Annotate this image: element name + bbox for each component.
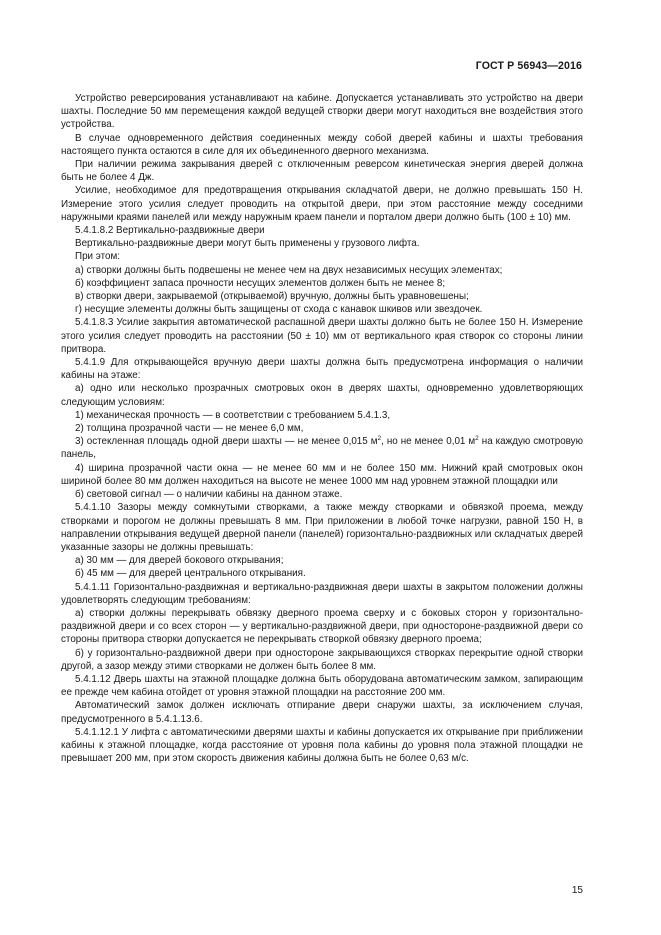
- paragraph: 5.4.1.9 Для открывающейся вручную двери шахты должна быть предусмотрена информация о наличии кабины на этаже:: [61, 357, 583, 382]
- paragraph: В случае одновременного действия соединенных между собой дверей кабины и шахты требования настоящего пункта остаются в силе для их объединенного дверного механизма.: [61, 132, 583, 157]
- list-item: б) 45 мм — для дверей центрального открывания.: [75, 568, 306, 580]
- list-item: [61, 435, 583, 461]
- list-item: г) несущие элементы должны быть защищены от схода с канавок шкивов или звездочек.: [75, 304, 483, 316]
- list-item: а) одно или несколько прозрачных смотровых окон в дверях шахты, одновременно удовлетворяющих следующим условиям:: [61, 383, 583, 408]
- list-item: б) у горизонтально-раздвижной двери при одностороне закрывающихся створках перекрытие одной створки другой, а зазор между этими створками не должен быть более 8 мм.: [61, 647, 583, 672]
- paragraph: Устройство реверсирования устанавливают на кабине. Допускается устанавливать это устройство на двери шахты. Последние 50 мм перемещения каждой ведущей створки двери могут находиться вне воздействия этого устройства.: [61, 93, 583, 131]
- area-text: 3) остекленная площадь одной двери шахты — не менее 0,015 м: [75, 436, 378, 448]
- paragraph: Усилие, необходимое для предотвращения открывания складчатой двери, не должно превышать 150 Н. Измерение этого усилия следует проводить на открытой двери, при этом расстояние между соседними наружными краями панелей или между наружным краем панели и порталом двери должно быть (100 ± 10) мм.: [61, 185, 583, 223]
- superscript: 2: [475, 435, 479, 443]
- paragraph: При наличии режима закрывания дверей с отключенным реверсом кинетическая энергия дверей должна быть не более 4 Дж.: [61, 159, 583, 184]
- list-item: а) створки должны перекрывать обвязку дверного проема сверху и с боковых сторон у горизонтально-раздвижной двери и со всех сторон — у вертикально-раздвижной двери, при одностороне-раздвижной двери со стороны притвора створки допускается не перекрывать створкой обвязку дверного проема;: [61, 607, 583, 646]
- area-text: , но не менее 0,01 м: [381, 436, 476, 448]
- list-item: 2) толщина прозрачной части — не менее 6,0 мм,: [75, 423, 304, 435]
- superscript: 2: [377, 435, 382, 443]
- list-item: а) створки должны быть подвешены не менее чем на двух независимых несущих элементах;: [75, 264, 503, 276]
- paragraph: 5.4.1.10 Зазоры между сомкнутыми створками, а также между створками и обвязкой проема, между створками и порогом не должны превышать 8 мм. При приложении в любой точке нагрузки, равной 150 Н, в направлении открывания ведущей дверной панели (панелей) горизонтально-раздвижных или складчатых дверей указанные зазоры не должны превышать:: [61, 502, 583, 553]
- paragraph: Автоматический замок должен исключать отпирание двери снаружи шахты, за исключением случая, предусмотренного в 5.4.1.13.6.: [61, 700, 583, 725]
- paragraph: 5.4.1.12 Дверь шахты на этажной площадке должна быть оборудована автоматическим замком, запирающим ее прежде чем кабина отойдет от уровня этажной площадки на расстояние 200 мм.: [61, 673, 583, 699]
- paragraph: 5.4.1.11 Горизонтально-раздвижная и вертикально-раздвижная двери шахты в закрытом положении должны удовлетворять следующим требованиям:: [61, 581, 583, 606]
- paragraph: Вертикально-раздвижные двери могут быть применены у грузового лифта.: [75, 238, 420, 250]
- list-item: б) световой сигнал — о наличии кабины на данном этаже.: [75, 489, 343, 501]
- list-item: а) 30 мм — для дверей бокового открывания;: [75, 555, 284, 567]
- paragraph: 5.4.1.12.1 У лифта с автоматическими дверями шахты и кабины допускается их открывание при приближении кабины к этажной площадке, когда расстояние от уровня пола кабины до уровня пола этажной площадки не превышает 200 мм, при этом скорость движения кабины должна быть не более 0,63 м/с.: [61, 726, 583, 765]
- section-heading: 5.4.1.8.2 Вертикально-раздвижные двери: [75, 225, 265, 237]
- area-text: на каждую смотровую панель,: [61, 436, 583, 461]
- document-header: ГОСТ Р 56943—2016: [475, 60, 582, 72]
- list-item: 1) механическая прочность — в соответствии с требованием 5.4.1.3,: [75, 409, 391, 421]
- document-body: [61, 92, 583, 765]
- page-number: 15: [571, 885, 583, 896]
- list-item: б) коэффициент запаса прочности несущих элементов должен быть не менее 8;: [75, 277, 446, 289]
- paragraph: 5.4.1.8.3 Усилие закрытия автоматической распашной двери шахты должно быть не более 150 Н. Измерение этого усилия следует проводить на расстоянии (50 ± 10) мм от вертикального края створок со стороны линии притвора.: [61, 317, 583, 355]
- list-item: в) створки двери, закрываемой (открываемой) вручную, должны быть уравновешены;: [75, 291, 469, 303]
- list-item: 4) ширина прозрачной части окна — не менее 60 мм и не более 150 мм. Нижний край смотровых окон шириной более 80 мм должен находиться на высоте не менее 1000 мм над уровнем этажной площадки или: [61, 462, 583, 487]
- paragraph: При этом:: [75, 251, 120, 263]
